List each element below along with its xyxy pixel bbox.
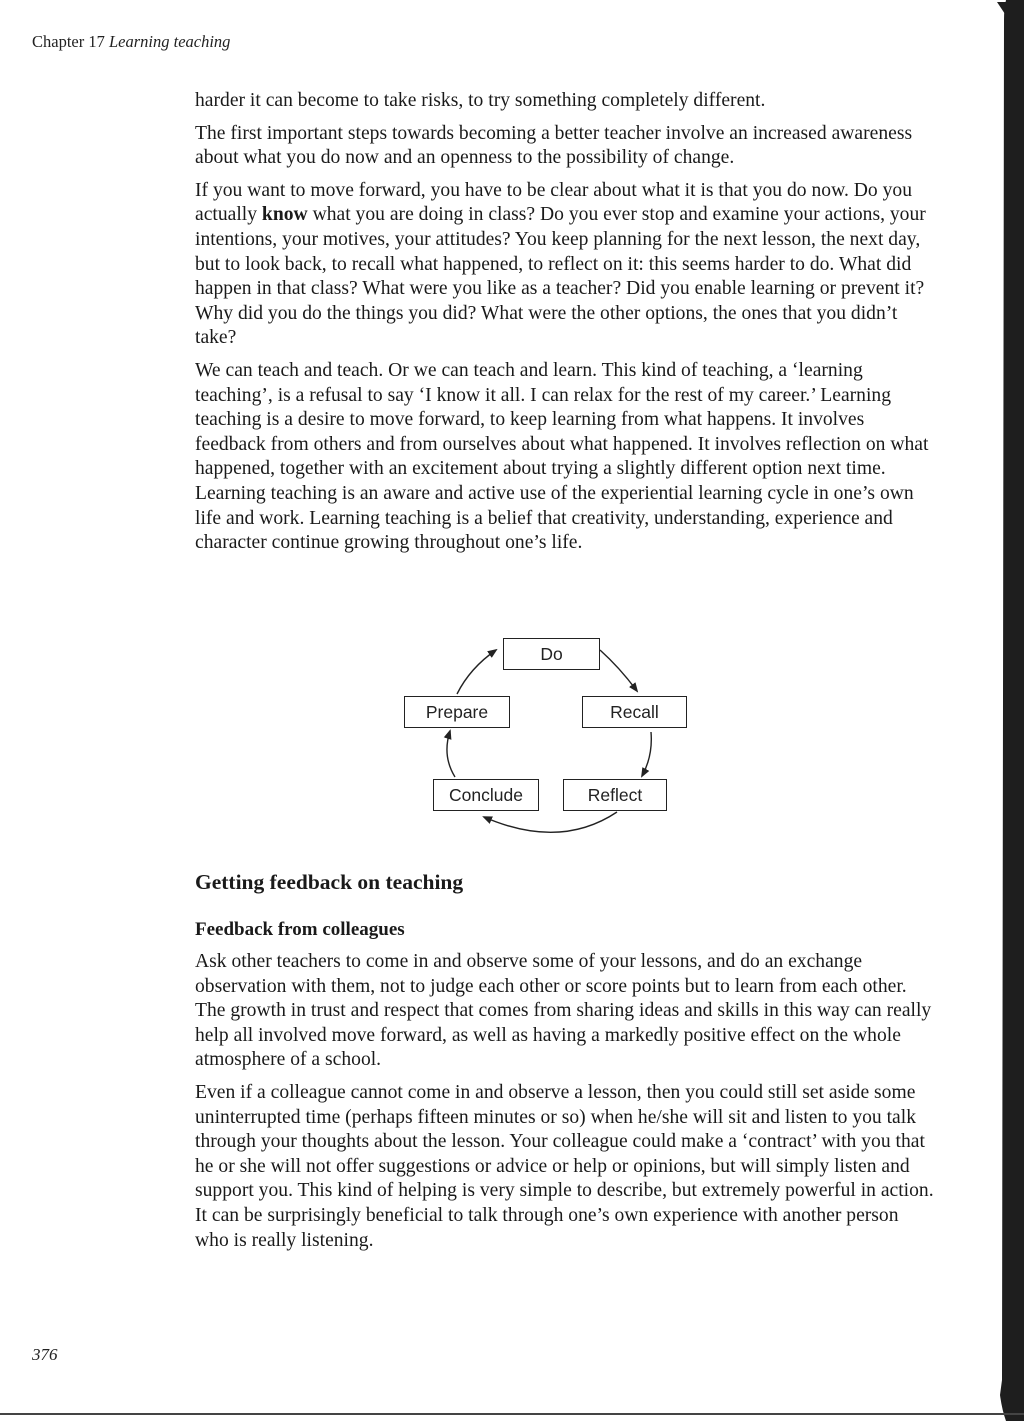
section-text <box>195 950 937 1261</box>
paragraph-3-start: If you want to move forward, you have to be clear about what it is that you do now. Do you actually <box>195 179 912 226</box>
bottom-rule <box>0 1413 1024 1415</box>
paragraph-3 <box>195 179 937 351</box>
cycle-step-recall: Recall <box>582 696 687 728</box>
paragraph-3-end: what you are doing in class? Do you ever stop and examine your actions, your intentions, your motives, your attitudes? You keep planning for the next lesson, the next day, but to look back, to recall what happened, to reflect on it: this seems harder to do. What did happen in that class? What were you like as a teacher? Did you enable learning or prevent it? Why did you do the things you did? What were the other options, the ones that you didn’t take? <box>195 204 926 349</box>
arrow-recall-to-reflect <box>642 732 651 776</box>
section-paragraph-1: Ask other teachers to come in and observe some of your lessons, and do an exchange observation with them, not to judge each other or score points but to learn from each other. The growth in trust and respect that comes from sharing ideas and skills in this way can really help all involved move forward, as well as having a markedly positive effect on the whole atmosphere of a school. <box>195 951 932 1071</box>
emphasis-know: know <box>261 204 308 226</box>
section-heading: Getting feedback on teaching <box>195 870 464 894</box>
learning-cycle-diagram <box>395 628 695 853</box>
chapter-label: Chapter 17 <box>32 32 105 51</box>
paragraph-1: harder it can become to take risks, to try something completely different. <box>195 90 766 111</box>
page-number: 376 <box>32 1345 58 1364</box>
cycle-step-conclude: Conclude <box>433 779 539 811</box>
body-text <box>195 89 937 564</box>
paragraph-4: We can teach and teach. Or we can teach and learn. This kind of teaching, a ‘learning teaching’, is a refusal to say ‘I know it all. I can relax for the rest of my career.’ Learning teaching is a desire to move forward, to keep learning from what happens. It involves feedback from others and from ourselves about what happened. It involves reflection on what happened, together with an excitement about trying a slightly different option next time. Learning teaching is an aware and active use of the experiential learning cycle in one’s own life and work. Learning teaching is a belief that creativity, understanding, experience and character continue growing throughout one’s life. <box>195 359 929 554</box>
arrow-do-to-recall <box>600 650 637 691</box>
binding-edge <box>996 0 1024 1421</box>
arrow-prepare-to-do <box>457 650 496 694</box>
section-paragraph-2: Even if a colleague cannot come in and observe a lesson, then you could still set aside some uninterrupted time (perhaps fifteen minutes or so) when he/she will sit and listen to you talk through your thoughts about the lesson. Your colleague could make a ‘contract’ with you that he or she will not offer suggestions or advice or help or opinions, but will simply listen and support you. This kind of helping is very simple to describe, but extremely powerful in action. It can be surprisingly beneficial to talk through one’s own experience with another person who is really listening. <box>195 1081 934 1251</box>
subsection-heading: Feedback from colleagues <box>195 919 405 940</box>
chapter-title: Learning teaching <box>108 32 231 51</box>
arrow-reflect-to-conclude <box>484 812 617 832</box>
arrow-conclude-to-prepare <box>447 731 455 777</box>
cycle-step-reflect: Reflect <box>563 779 667 811</box>
running-head <box>32 32 230 52</box>
paragraph-2: The first important steps towards becoming a better teacher involve an increased awareness about what you do now and an openness to the possibility of change. <box>195 122 913 169</box>
cycle-step-prepare: Prepare <box>404 696 510 728</box>
cycle-step-do: Do <box>503 638 600 670</box>
